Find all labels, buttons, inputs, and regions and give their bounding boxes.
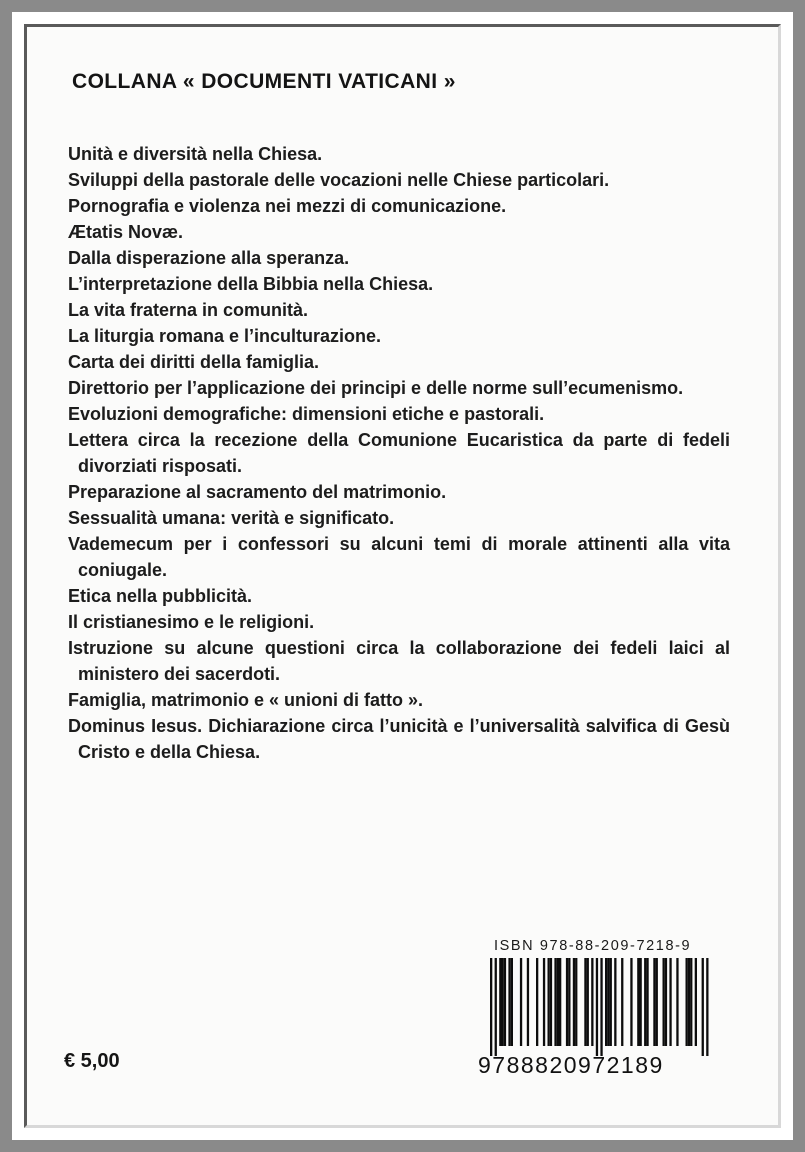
barcode-bar: [559, 958, 561, 1046]
list-item: Etica nella pubblicità.: [68, 586, 253, 606]
barcode-bar: [499, 958, 501, 1046]
list-item: Sessualità umana: verità e significato.: [68, 508, 395, 528]
barcode-bar: [575, 958, 577, 1046]
barcode-bar: [640, 958, 642, 1046]
list-item: Preparazione al sacramento del matrimonio.: [68, 482, 447, 502]
barcode-bar: [646, 958, 648, 1046]
barcode-bar: [504, 958, 506, 1046]
barcode-bar: [702, 958, 704, 1056]
list-item: Direttorio per l’applicazione dei principi e delle norme sull’ecumenismo.: [68, 378, 684, 398]
barcode-bar: [663, 958, 665, 1046]
barcode-bar: [536, 958, 538, 1046]
barcode-bar: [665, 958, 667, 1046]
list-item: Unità e diversità nella Chiesa.: [68, 144, 323, 164]
barcode-bar: [644, 958, 646, 1046]
barcode-bar: [554, 958, 556, 1046]
list-item: Il cristianesimo e le religioni.: [68, 612, 315, 632]
barcode-bar: [686, 958, 688, 1046]
barcode-bar: [669, 958, 671, 1046]
list-item: Evoluzioni demografiche: dimensioni etiche e pastorali.: [68, 404, 545, 424]
barcode-bar: [557, 958, 559, 1046]
barcode-bar: [630, 958, 632, 1046]
list-item: Sviluppi della pastorale delle vocazioni nelle Chiese particolari.: [68, 170, 610, 190]
list-item: Dalla disperazione alla speranza.: [68, 248, 350, 268]
list-item: La vita fraterna in comunità.: [68, 300, 309, 320]
barcode-bar: [550, 958, 552, 1046]
barcode-bar: [520, 958, 522, 1046]
barcode-bar: [527, 958, 529, 1046]
barcode-bar: [600, 958, 602, 1056]
barcode-bar: [490, 958, 492, 1056]
barcode-bar: [610, 958, 612, 1046]
list-item: Dominus Iesus. Dichiarazione circa l’unicità e l’universalità salvifica di Gesù Cristo e della Chiesa.: [68, 716, 730, 762]
barcode-bar: [653, 958, 655, 1046]
barcode-bar: [543, 958, 545, 1046]
barcode-bar: [584, 958, 586, 1046]
barcode-bar: [502, 958, 504, 1046]
barcode-bar: [621, 958, 623, 1046]
isbn-label: ISBN 978-88-209-7218-9: [494, 938, 692, 954]
barcode-bar: [508, 958, 510, 1046]
list-item: Pornografia e violenza nei mezzi di comunicazione.: [68, 196, 507, 216]
barcode-bar: [607, 958, 609, 1046]
barcode-bar: [495, 958, 497, 1056]
barcode-bar: [587, 958, 589, 1046]
barcode-bar: [548, 958, 550, 1046]
barcode-bar: [690, 958, 692, 1046]
list-item: Istruzione su alcune questioni circa la collaborazione dei fedeli laici al ministero dei sacerdoti.: [68, 638, 730, 684]
barcode-bar: [566, 958, 568, 1046]
barcode-bar: [568, 958, 570, 1046]
barcode-bar: [676, 958, 678, 1046]
list-item: Famiglia, matrimonio e « unioni di fatto ».: [68, 690, 424, 710]
barcode-bar: [706, 958, 708, 1056]
document-list: [68, 141, 730, 765]
barcode-bar: [656, 958, 658, 1046]
list-item: Ætatis Novæ.: [68, 222, 184, 242]
barcode-bar: [605, 958, 607, 1046]
barcode-bar: [637, 958, 639, 1046]
barcode-bar: [614, 958, 616, 1046]
ean-number: 9788820972189: [478, 1052, 664, 1078]
barcode-bar: [695, 958, 697, 1046]
barcode-bar: [511, 958, 513, 1046]
list-item: Carta dei diritti della famiglia.: [68, 352, 320, 372]
barcode-bar: [688, 958, 690, 1046]
list-item: Lettera circa la recezione della Comunione Eucaristica da parte di fedeli divorziati risposati.: [68, 430, 730, 476]
list-item: Vademecum per i confessori su alcuni temi di morale attinenti alla vita coniugale.: [68, 534, 730, 580]
barcode-bar: [573, 958, 575, 1046]
list-item: L’interpretazione della Bibbia nella Chiesa.: [68, 274, 434, 294]
barcode: [490, 958, 720, 1058]
barcode-bar: [591, 958, 593, 1046]
barcode-bar: [596, 958, 598, 1056]
list-item: La liturgia romana e l’inculturazione.: [68, 326, 382, 346]
price: € 5,00: [64, 1050, 120, 1072]
series-title: COLLANA « DOCUMENTI VATICANI »: [72, 70, 456, 93]
